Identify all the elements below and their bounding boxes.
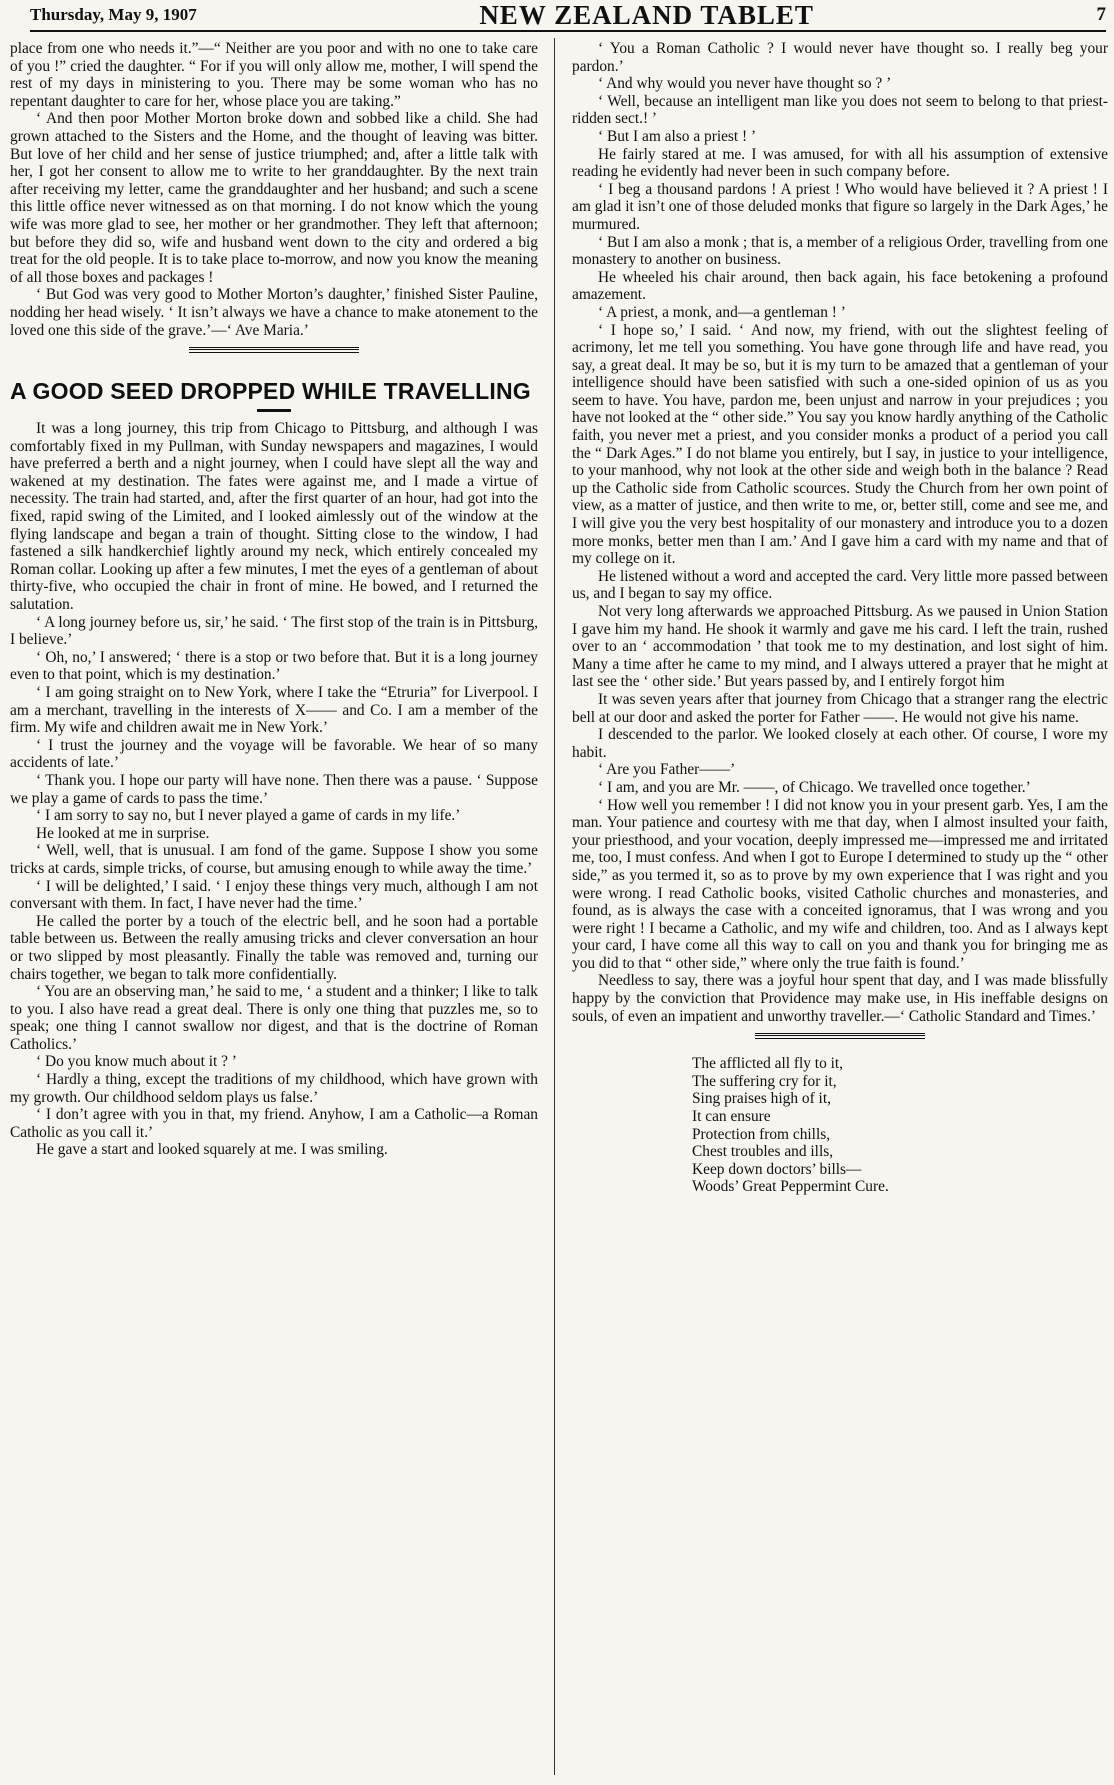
paragraph: ‘ But I am also a monk ; that is, a member of a religious Order, travelling from one monastery to another on business. (572, 233, 1108, 269)
page-header (30, 0, 1106, 32)
paragraph: ‘ Well, because an intelligent man like you does not seem to belong to that priest-ridden sect.! ’ (572, 92, 1108, 128)
paragraph: ‘ I am going straight on to New York, where I take the “Etruria” for Liverpool. I am a merchant, travelling in the interests of X—— and Co. I am a member of the firm. My wife and children await me in New York.’ (10, 684, 538, 737)
paragraph: ‘ I trust the journey and the voyage will be favorable. We hear of so many accidents of late.’ (10, 736, 538, 772)
paragraph: He called the porter by a touch of the electric bell, and he soon had a portable table between us. Between the really amusing tricks and clever conversation an hour or two slipped by most pleasantly. Finally the table was removed and, turning our chairs together, we began to talk more confidentially. (10, 912, 538, 983)
paragraph: He gave a start and looked squarely at me. I was smiling. (36, 1141, 388, 1159)
paragraph: ‘ And why would you never have thought so ? ’ (598, 75, 892, 93)
paragraph: ‘ A long journey before us, sir,’ he said. ‘ The first stop of the train is in Pittsburg, I believe.’ (10, 613, 538, 649)
verse-line: The afflicted all fly to it, (692, 1055, 844, 1073)
paragraph: ‘ I hope so,’ I said. ‘ And now, my friend, with out the slightest feeling of acrimony, let me tell you something. You have gone through life and have read, you say, a great deal. It may be so, but it is my turn to be amazed that a gentleman of your intelligence should have been satisfied with such a one-sided opinion of us as you seem to have. You have, pardon me, been unjust and narrow in your prejudices ; you have not looked at the “ other side.” You say you know hardly anything of the Catholic faith, you never met a priest, and you consider monks a product of a period you call the “ Dark Ages.” I do not blame you entirely, but I say, in justice to your intelligence, to your manhood, why not look at the other side and weigh both in the balance ? Read up the Catholic side from Catholic scources. Study the Church from her own point of view, as a matter of justice, and then write to me, or, better still, come and see me, and I will give you the very best hospitality of our monastery and introduce you to a dozen more monks, better men than I am.’ And I gave him a card with my name and that of my college on it. (572, 321, 1108, 568)
paragraph: ‘ I will be delighted,’ I said. ‘ I enjoy these things very much, although I am not conversant with them. In fact, I have never had the time.’ (10, 877, 538, 913)
verse-line: It can ensure (692, 1108, 771, 1126)
section-divider (755, 1033, 925, 1039)
paragraph: He fairly stared at me. I was amused, for with all his assumption of extensive reading he evidently had never been in such company before. (572, 145, 1108, 181)
paragraph: ‘ You a Roman Catholic ? I would never have thought so. I really beg your pardon.’ (572, 40, 1108, 75)
paragraph: Needless to say, there was a joyful hour spent that day, and I was made blissfully happy by the conviction that Providence may make use, in His ineffable designs on souls, of even an impatient and unworthy traveller.—‘ Catholic Standard and Times.’ (572, 972, 1108, 1025)
paragraph: He wheeled his chair around, then back again, his face betokening a profound amazement. (572, 268, 1108, 304)
paragraph: It was seven years after that journey from Chicago that a stranger rang the electric bell at our door and asked the porter for Father ——. He would not give his name. (572, 690, 1108, 726)
page-number: 7 (1096, 4, 1106, 25)
column-divider (554, 38, 555, 1775)
right-column (572, 40, 1108, 1777)
paragraph: He looked at me in surprise. (36, 824, 210, 842)
masthead-title: NEW ZEALAND TABLET (479, 0, 814, 30)
verse-line: Sing praises high of it, (692, 1090, 831, 1108)
paragraph: ‘ Do you know much about it ? ’ (36, 1053, 237, 1071)
paragraph: I descended to the parlor. We looked closely at each other. Of course, I wore my habit. (572, 726, 1108, 761)
section-divider (189, 347, 359, 353)
article-headline: A GOOD SEED DROPPED WHILE TRAVELLING (10, 378, 531, 405)
paragraph: place from one who needs it.”—“ Neither are you poor and with no one to take care of you !” cried the daughter. “ For if you will only allow me, mother, I will spend the rest of my days in ministering to you. There may be some woman who has no repentant daughter to care for her, whose place you are taking.” (10, 40, 538, 110)
verse-line: Protection from chills, (692, 1125, 831, 1143)
paragraph: ‘ Oh, no,’ I answered; ‘ there is a stop or two before that. But it is a long journey even to that point, which is my destination.’ (10, 648, 538, 684)
left-column (10, 40, 538, 1777)
verse-line: Keep down doctors’ bills— (692, 1160, 862, 1178)
verse-line: Woods’ Great Peppermint Cure. (692, 1178, 889, 1196)
paragraph: Not very long afterwards we approached Pittsburg. As we paused in Union Station I gave him my hand. He shook it warmly and gave me his card. I left the train, rushed over to an ‘ accommodation ’ that took me to my destination, and lost sight of him. Many a time after he came to my mind, and I always uttered a prayer that he might at last see the ‘ other side.’ But years passed by, and I entirely forgot him (572, 603, 1108, 691)
verse-line: Chest troubles and ills, (692, 1143, 834, 1161)
paragraph: ‘ How well you remember ! I did not know you in your present garb. Yes, I am the man. Your patience and courtesy with me that day, when I almost insulted your faith, your priesthood, and your vocation, deeply impressed me—impressed me and irritated me, too, I must confess. And when I got to Europe I determined to study up the “ other side,” as you termed it, so as to prove by my own experience that I was right and you were wrong. I read Catholic books, visited Catholic churches and monasteries, and found, as is always the case with a conceited ignoramus, that I was wrong and you were right ! I became a Catholic, and my wife and children, too. And as I always kept your card, I have come all this way to call on you and thank you for bringing me as you did to that “ other side,” where only the true faith is found.’ (572, 796, 1108, 972)
paragraph: ‘ Well, well, that is unusual. I am fond of the game. Suppose I show you some tricks at cards, simple tricks, of course, but amusing enough to while away the time.’ (10, 842, 538, 877)
paragraph: ‘ And then poor Mother Morton broke down and sobbed like a child. She had grown attached to the Sisters and the Home, and the thought of leaving was bitter. But love of her child and her sense of justice triumphed; and, after a little talk with her, I got her consent to allow me to write to her granddaughter. By the next train after receiving my letter, came the granddaughter and her husband; and such a scene this little office never witnessed as on that morning. I do not know which the young wife was more glad to see, her mother or her grandmother. They left that afternoon; but before they did so, wife and husband went down to the city and ordered a big treat for the old people. It is to take place to-morrow, and now you know the meaning of all those boxes and packages ! (10, 110, 538, 286)
paragraph: ‘ I am, and you are Mr. ——, of Chicago. We travelled once together.’ (598, 778, 1031, 796)
paragraph: ‘ A priest, a monk, and—a gentleman ! ’ (598, 303, 846, 321)
paragraph: ‘ I am sorry to say no, but I never played a game of cards in my life.’ (36, 807, 461, 825)
paragraph: ‘ I don’t agree with you in that, my friend. Anyhow, I am a Catholic—a Roman Catholic as you call it.’ (10, 1106, 538, 1141)
verse-line: The suffering cry for it, (692, 1072, 837, 1090)
paragraph: ‘ Are you Father——’ (598, 761, 736, 779)
header-date: Thursday, May 9, 1907 (30, 5, 197, 24)
paragraph: He listened without a word and accepted the card. Very little more passed between us, and I began to say my office. (572, 567, 1108, 603)
paragraph: ‘ Hardly a thing, except the traditions of my childhood, which have grown with my growth. Our childhood seldom plays us false.’ (10, 1071, 538, 1106)
headline-rule (257, 409, 291, 412)
paragraph: ‘ I beg a thousand pardons ! A priest ! Who would have believed it ? A priest ! I am glad it isn’t one of those deluded monks that figure so largely in the Dark Ages,’ he murmured. (572, 180, 1108, 233)
paragraph: ‘ But God was very good to Mother Morton’s daughter,’ finished Sister Pauline, nodding her head wisely. ‘ It isn’t always we have a chance to make atonement to the loved one this side of the grave.’—‘ Ave Maria.’ (10, 286, 538, 339)
paragraph: ‘ You are an observing man,’ he said to me, ‘ a student and a thinker; I like to talk to you. I also have read a great deal. There is only one thing that puzzles me, so to speak; one thing I cannot swallow nor digest, and that is the doctrine of Roman Catholics.’ (10, 983, 538, 1053)
advertisement-verse (692, 1055, 1108, 1196)
paragraph: ‘ But I am also a priest ! ’ (598, 127, 757, 145)
paragraph: ‘ Thank you. I hope our party will have none. Then there was a pause. ‘ Suppose we play a game of cards to pass the time.’ (10, 771, 538, 807)
paragraph: It was a long journey, this trip from Chicago to Pittsburg, and although I was comfortably fixed in my Pullman, with Sunday newspapers and magazines, I would have preferred a berth and a night journey, when I could have slept all the way and wakened at my destination. The fates were against me, and I made a virtue of necessity. The train had started, and, after the first quarter of an hour, had got into the fixed, rapid swing of the Limited, and I looked aimlessly out of the window at the flying landscape and began a train of thought. Sitting close to the window, I had fastened a silk handkerchief lightly around my neck, which entirely concealed my Roman collar. Looking up after a few minutes, I met the eyes of a gentleman of about thirty-five, who occupied the chair in front of mine. He bowed, and I returned the salutation. (10, 420, 538, 614)
